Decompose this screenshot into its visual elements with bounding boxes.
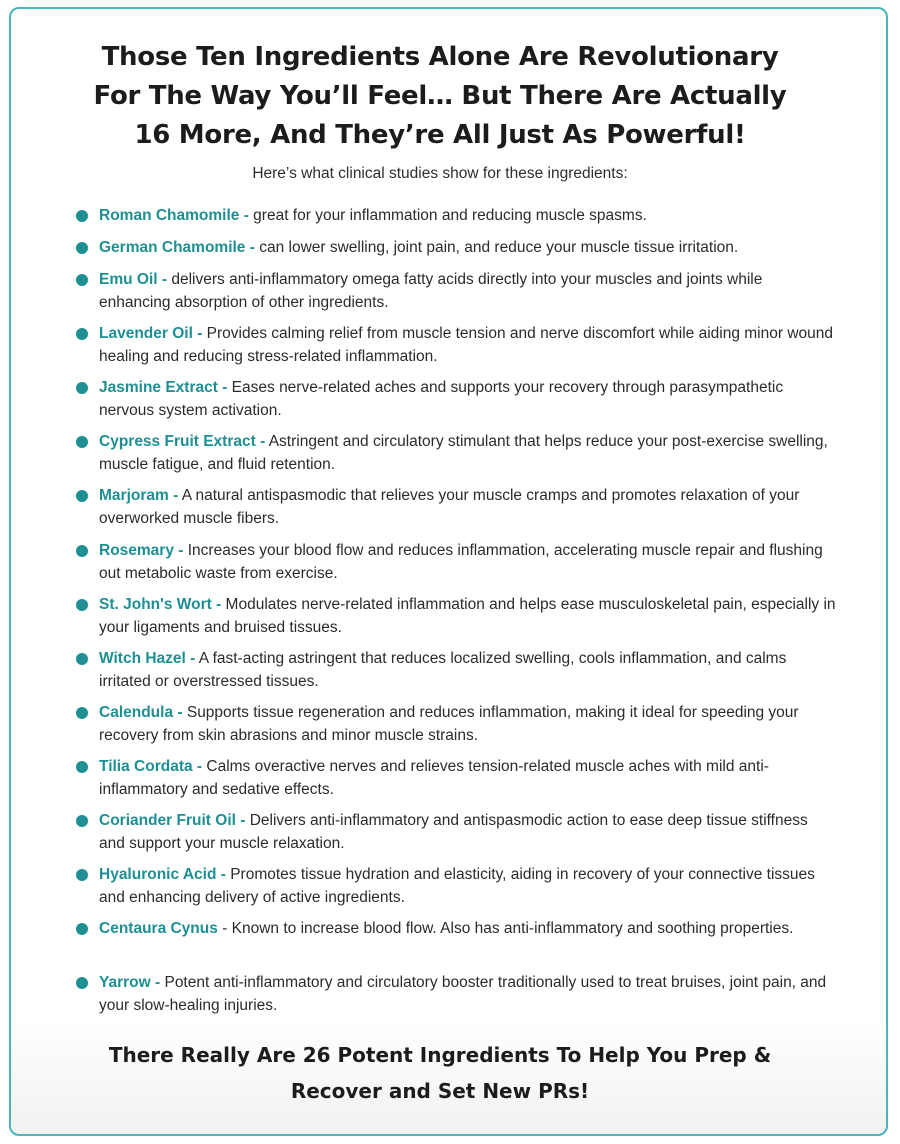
ingredient-name: Lavender Oil - [99, 325, 203, 342]
ingredient-item [76, 431, 836, 476]
headline-line-1: Those Ten Ingredients Alone Are Revolutionary [101, 42, 779, 72]
ingredient-name: Calendula - [99, 704, 183, 721]
ingredient-name: German Chamomile - [99, 239, 255, 256]
ingredient-item [76, 205, 836, 228]
ingredient-name: Centaura Cynus [99, 920, 218, 937]
ingredient-description: Increases your blood flow and reduces inflammation, accelerating muscle repair and flushing out metabolic waste from exercise. [99, 542, 823, 582]
ingredient-description: Calms overactive nerves and relieves tension-related muscle aches with mild anti-inflammatory and sedative effects. [99, 758, 769, 798]
ingredient-item [76, 377, 836, 422]
bullet-icon [76, 869, 88, 881]
ingredient-description: Eases nerve-related aches and supports your recovery through parasympathetic nervous system activation. [99, 379, 784, 419]
ingredient-name: Marjoram - [99, 487, 179, 504]
ingredient-description: A natural antispasmodic that relieves your muscle cramps and promotes relaxation of your overworked muscle fibers. [99, 487, 800, 527]
ingredient-description: Delivers anti-inflammatory and antispasmodic action to ease deep tissue stiffness and support your muscle relaxation. [99, 812, 808, 852]
bullet-icon [76, 382, 88, 394]
bullet-icon [76, 761, 88, 773]
ingredient-item [76, 810, 836, 855]
bullet-icon [76, 707, 88, 719]
ingredient-description: can lower swelling, joint pain, and reduce your muscle tissue irritation. [254, 239, 739, 256]
ingredient-description: A fast-acting astringent that reduces localized swelling, cools inflammation, and calms irritated or overstressed tissues. [99, 650, 787, 690]
ingredient-name: Coriander Fruit Oil - [99, 812, 246, 829]
closing-line-1: There Really Are 26 Potent Ingredients To Help You Prep & [108, 1043, 772, 1067]
ingredient-name: Rosemary - [99, 542, 184, 559]
bullet-icon [76, 210, 88, 222]
ingredient-item [76, 702, 836, 747]
ingredient-name: Jasmine Extract - [99, 379, 228, 396]
ingredient-description: Modulates nerve-related inflammation and helps ease musculoskeletal pain, especially in your ligaments and bruised tissues. [99, 596, 836, 636]
bullet-icon [76, 328, 88, 340]
ingredient-description: Astringent and circulatory stimulant that helps reduce your post-exercise swelling, muscle fatigue, and fluid retention. [99, 433, 828, 473]
bullet-icon [76, 436, 88, 448]
closing-line-2: Recover and Set New PRs! [290, 1079, 590, 1103]
ingredient-name: Cypress Fruit Extract - [99, 433, 266, 450]
ingredient-item [76, 237, 836, 260]
ingredient-item [76, 972, 836, 1017]
ingredient-item [76, 594, 836, 639]
ingredient-name: Hyaluronic Acid - [99, 866, 226, 883]
ingredient-name: Yarrow - [99, 974, 161, 991]
ingredient-name: St. John's Wort - [99, 596, 222, 613]
ingredient-item [76, 269, 836, 314]
bullet-icon [76, 242, 88, 254]
ingredient-name: Roman Chamomile - [99, 207, 249, 224]
ingredient-description: Potent anti-inflammatory and circulatory booster traditionally used to treat bruises, joint pain, and your slow-healing injuries. [99, 974, 827, 1014]
ingredient-item [76, 485, 836, 530]
bullet-icon [76, 599, 88, 611]
ingredient-name: Emu Oil - [99, 271, 168, 288]
headline [60, 38, 820, 155]
bullet-icon [76, 815, 88, 827]
ingredient-item [76, 864, 836, 909]
bullet-icon [76, 490, 88, 502]
ingredient-item [76, 648, 836, 693]
ingredient-description: delivers anti-inflammatory omega fatty acids directly into your muscles and joints while enhancing absorption of other ingredients. [99, 271, 763, 311]
ingredient-name: Tilia Cordata - [99, 758, 203, 775]
bullet-icon [76, 274, 88, 286]
headline-line-2: For The Way You’ll Feel… But There Are Actually [93, 81, 787, 111]
bullet-icon [76, 545, 88, 557]
ingredient-description: Supports tissue regeneration and reduces inflammation, making it ideal for speeding your recovery from skin abrasions and minor muscle strains. [99, 704, 799, 744]
ingredient-description: Provides calming relief from muscle tension and nerve discomfort while aiding minor wound healing and reducing stress-related inflammation. [99, 325, 833, 365]
closing-statement [80, 1037, 800, 1109]
ingredient-description: Promotes tissue hydration and elasticity, aiding in recovery of your connective tissues and enhancing delivery of active ingredients. [99, 866, 815, 906]
bullet-icon [76, 977, 88, 989]
bullet-icon [76, 653, 88, 665]
bullet-icon [76, 923, 88, 935]
ingredient-item [76, 323, 836, 368]
ingredient-item [76, 540, 836, 585]
ingredient-item [76, 756, 836, 801]
ingredient-description: - Known to increase blood flow. Also has anti-inflammatory and soothing properties. [217, 920, 794, 937]
ingredient-description: great for your inflammation and reducing muscle spasms. [248, 207, 647, 224]
subheading: Here’s what clinical studies show for these ingredients: [252, 165, 628, 182]
ingredient-item [76, 918, 836, 941]
ingredient-name: Witch Hazel - [99, 650, 196, 667]
headline-line-3: 16 More, And They’re All Just As Powerful! [134, 120, 746, 150]
